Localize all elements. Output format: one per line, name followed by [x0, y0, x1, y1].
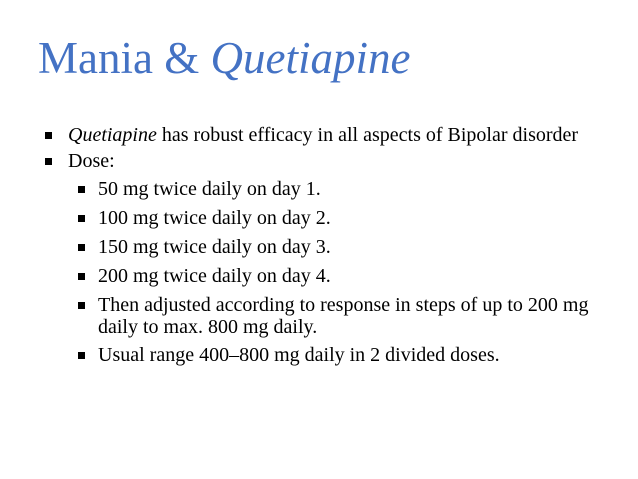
sub-bullet-day2-text: 100 mg twice daily on day 2. [98, 207, 331, 229]
bullet-efficacy [0, 124, 638, 146]
square-bullet-icon [78, 273, 85, 280]
sub-bullet-day2 [0, 207, 638, 229]
sub-bullet-adjust [0, 294, 638, 338]
bullet-list [0, 124, 638, 366]
sub-bullet-day3 [0, 236, 638, 258]
square-bullet-icon [45, 132, 52, 139]
bullet-efficacy-text: has robust efficacy in all aspects of Bipolar disorder [156, 124, 579, 146]
square-bullet-icon [78, 352, 85, 359]
sub-bullet-adjust-text: Then adjusted according to response in steps of up to 200 mg daily to max. 800 mg daily. [98, 294, 589, 338]
sub-bullet-day4 [0, 265, 638, 287]
slide-title-italic: Quetiapine [210, 33, 411, 83]
slide-title-plain: Mania & [38, 33, 211, 83]
sub-bullet-day1-text: 50 mg twice daily on day 1. [98, 178, 321, 200]
slide-title [38, 30, 410, 86]
sub-bullet-day4-text: 200 mg twice daily on day 4. [98, 265, 331, 287]
bullet-efficacy-lead: Quetiapine [68, 124, 157, 146]
square-bullet-icon [78, 186, 85, 193]
square-bullet-icon [78, 215, 85, 222]
bullet-dose-text: Dose: [68, 150, 115, 172]
sub-bullet-range-text: Usual range 400–800 mg daily in 2 divided doses. [98, 344, 500, 366]
sub-bullet-day3-text: 150 mg twice daily on day 3. [98, 236, 331, 258]
sub-bullet-range [0, 344, 638, 366]
sub-bullet-day1 [0, 178, 638, 200]
square-bullet-icon [78, 244, 85, 251]
bullet-dose [0, 150, 638, 172]
square-bullet-icon [78, 302, 85, 309]
square-bullet-icon [45, 158, 52, 165]
